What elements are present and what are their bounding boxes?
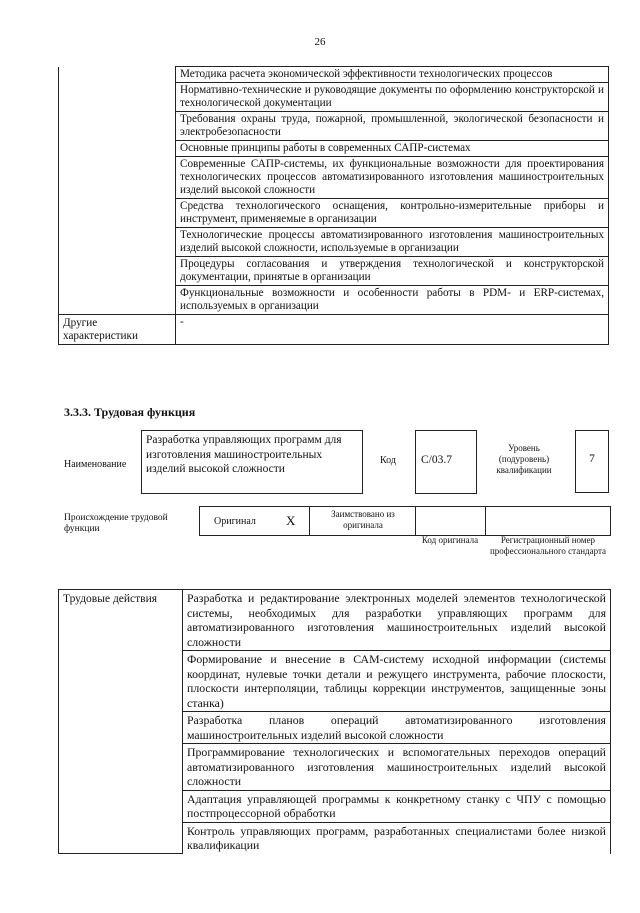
other-characteristics-value: - — [176, 315, 609, 345]
table-cell: Функциональные возможности и особенности работы в PDM- и ERP-системах, используемых в организации — [176, 286, 609, 315]
table-cell: Требования охраны труда, пожарной, промышленной, экологической безопасности и электробезопасности — [176, 112, 609, 141]
table-row — [59, 315, 609, 345]
name-label: Наименование — [64, 459, 127, 470]
code-original-cell — [415, 506, 486, 536]
knowledge-table — [58, 66, 609, 345]
table-cell: Разработка и редактирование электронных моделей элементов технологической системы, необходимых для разработки управляющих программ для автоматизированного изготовления машиностроительных изделий высокой сложности — [183, 590, 611, 651]
reg-number-cell — [485, 506, 611, 536]
labor-actions-table — [58, 589, 611, 854]
table-cell: Формирование и внесение в САМ-систему исходной информации (системы координат, нулевые точки детали и режущего инструмента, рабочие плоскости, плоскости интерполяции, таблицы коррекции инструментов, защищенные зоны станка) — [183, 651, 611, 712]
original-label: Оригинал — [214, 516, 256, 527]
table-cell: Нормативно-технические и руководящие документы по оформлению конструкторской и технологической документации — [176, 83, 609, 112]
original-mark: X — [286, 513, 296, 528]
code-label: Код — [380, 455, 396, 466]
table-cell: Процедуры согласования и утверждения технологической и конструкторской документации, принятые в организации — [176, 257, 609, 286]
function-name-box: Разработка управляющих программ для изготовления машиностроительных изделий высокой сложности — [141, 430, 363, 494]
page-number: 26 — [314, 36, 326, 48]
table-cell: Разработка планов операций автоматизированного изготовления машиностроительных изделий высокой сложности — [183, 712, 611, 744]
table-cell: Основные принципы работы в современных САПР-системах — [176, 141, 609, 157]
origin-label: Происхождение трудовой функции — [64, 513, 168, 534]
original-cell — [199, 506, 310, 536]
other-characteristics-label: Другие характеристики — [59, 315, 176, 345]
qualification-level-label: Уровень (подуровень) квалификации — [496, 443, 552, 475]
labor-actions-label: Трудовые действия — [59, 590, 183, 854]
table-row — [59, 67, 609, 83]
table-cell: Технологические процессы автоматизированного изготовления машиностроительных изделий высокой сложности, используемые в организации — [176, 228, 609, 257]
table-cell: Контроль управляющих программ, разработанных специалистами более низкой квалификации — [183, 822, 611, 854]
section-title: 3.3.3. Трудовая функция — [64, 405, 196, 419]
table-cell: Современные САПР-системы, их функциональные возможности для проектирования технологических процессов автоматизированного изготовления машиностроительных изделий высокой сложности — [176, 157, 609, 199]
table-cell: Адаптация управляющей программы к конкретному станку с ЧПУ с помощью постпроцессорной обработки — [183, 790, 611, 822]
table-row — [59, 590, 611, 651]
reg-number-label: Регистрационный номер профессионального стандарта — [489, 535, 607, 556]
table-cell: Средства технологического оснащения, контрольно-измерительные приборы и инструмент, применяемые в организации — [176, 199, 609, 228]
table-cell: Методика расчета экономической эффективности технологических процессов — [176, 67, 609, 83]
qualification-level-box: 7 — [575, 430, 609, 493]
code-original-label: Код оригинала — [421, 535, 479, 545]
borrowed-cell — [309, 506, 416, 536]
borrowed-label: Заимствовано из оригинала — [331, 509, 395, 530]
table-cell: Программирование технологических и вспомогательных переходов операций автоматизированного изготовления машиностроительных изделий высокой сложности — [183, 744, 611, 791]
table-left-cell — [59, 67, 176, 315]
code-value-box: C/03.7 — [415, 430, 477, 494]
